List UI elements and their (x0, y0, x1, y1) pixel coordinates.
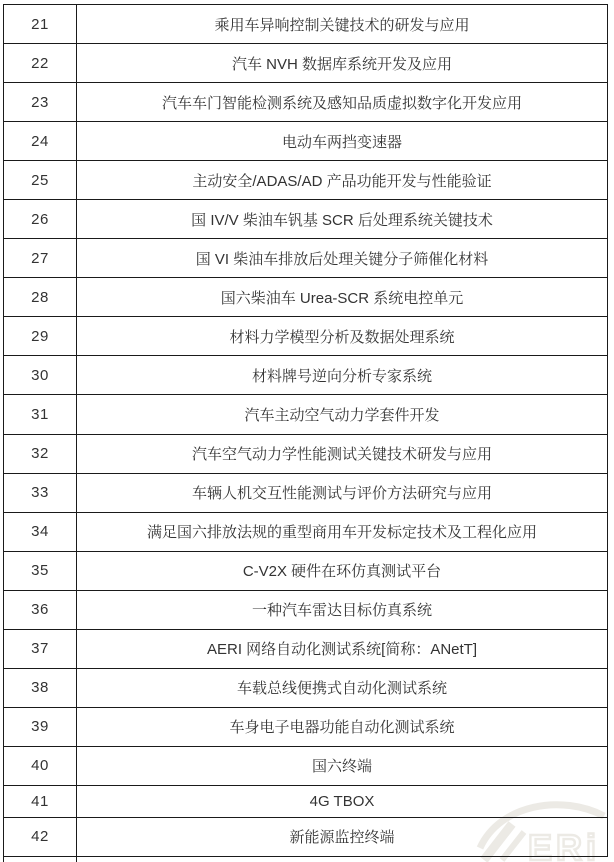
row-title-cell: 乘用车异响控制关键技术的研发与应用 (77, 5, 608, 44)
table-row (4, 161, 608, 200)
row-title-cell: 国六终端 (77, 746, 608, 785)
table-row (4, 512, 608, 551)
table-row (4, 707, 608, 746)
row-number-cell: 42 (4, 817, 77, 856)
table-row (4, 239, 608, 278)
table-row (4, 785, 608, 817)
row-title-cell: 材料力学模型分析及数据处理系统 (77, 317, 608, 356)
row-number-cell: 31 (4, 395, 77, 434)
row-number-cell: 28 (4, 278, 77, 317)
row-title-cell: 汽车 NVH 数据库系统开发及应用 (77, 44, 608, 83)
table-row (4, 434, 608, 473)
row-number-cell: 22 (4, 44, 77, 83)
row-number-cell: 39 (4, 707, 77, 746)
row-title-cell: 国 IV/V 柴油车钒基 SCR 后处理系统关键技术 (77, 200, 608, 239)
row-title-cell: 一种汽车雷达目标仿真系统 (77, 590, 608, 629)
table-row (4, 83, 608, 122)
table-row (4, 317, 608, 356)
row-number-cell: 33 (4, 473, 77, 512)
table-row (4, 5, 608, 44)
row-title-cell: 国 VI 柴油车排放后处理关键分子筛催化材料 (77, 239, 608, 278)
row-number-cell: 23 (4, 83, 77, 122)
row-number-cell: 30 (4, 356, 77, 395)
table-border-fragment (3, 857, 4, 862)
row-number-cell: 40 (4, 746, 77, 785)
row-title-cell: 新能源监控终端 (77, 817, 608, 856)
row-number-cell: 29 (4, 317, 77, 356)
table-row (4, 200, 608, 239)
row-number-cell: 32 (4, 434, 77, 473)
table-row (4, 473, 608, 512)
row-number-cell: 25 (4, 161, 77, 200)
row-title-cell: 汽车空气动力学性能测试关键技术研发与应用 (77, 434, 608, 473)
table-row (4, 44, 608, 83)
row-title-cell: 4G TBOX (77, 785, 608, 817)
table-row (4, 278, 608, 317)
table-row (4, 590, 608, 629)
watermark-letters: ERi (528, 827, 601, 862)
row-title-cell: C-V2X 硬件在环仿真测试平台 (77, 551, 608, 590)
row-title-cell: 满足国六排放法规的重型商用车开发标定技术及工程化应用 (77, 512, 608, 551)
row-title-cell: 电动车两挡变速器 (77, 122, 608, 161)
table-row (4, 356, 608, 395)
row-number-cell: 36 (4, 590, 77, 629)
row-number-cell: 37 (4, 629, 77, 668)
table-border-fragment (76, 857, 77, 862)
table-row (4, 122, 608, 161)
row-number-cell: 27 (4, 239, 77, 278)
row-number-cell: 26 (4, 200, 77, 239)
row-title-cell: 车辆人机交互性能测试与评价方法研究与应用 (77, 473, 608, 512)
row-title-cell: AERI 网络自动化测试系统[简称：ANetT] (77, 629, 608, 668)
project-table (3, 4, 608, 857)
row-number-cell: 21 (4, 5, 77, 44)
table-row (4, 629, 608, 668)
row-title-cell: 汽车车门智能检测系统及感知品质虚拟数字化开发应用 (77, 83, 608, 122)
row-number-cell: 34 (4, 512, 77, 551)
row-title-cell: 主动安全/ADAS/AD 产品功能开发与性能验证 (77, 161, 608, 200)
table-row (4, 746, 608, 785)
row-number-cell: 41 (4, 785, 77, 817)
row-number-cell: 38 (4, 668, 77, 707)
table-row (4, 551, 608, 590)
project-table-body (4, 5, 608, 857)
row-number-cell: 24 (4, 122, 77, 161)
row-number-cell: 35 (4, 551, 77, 590)
table-row (4, 395, 608, 434)
row-title-cell: 汽车主动空气动力学套件开发 (77, 395, 608, 434)
row-title-cell: 材料牌号逆向分析专家系统 (77, 356, 608, 395)
table-row (4, 668, 608, 707)
row-title-cell: 车载总线便携式自动化测试系统 (77, 668, 608, 707)
row-title-cell: 国六柴油车 Urea-SCR 系统电控单元 (77, 278, 608, 317)
table-row (4, 817, 608, 856)
row-title-cell: 车身电子电器功能自动化测试系统 (77, 707, 608, 746)
